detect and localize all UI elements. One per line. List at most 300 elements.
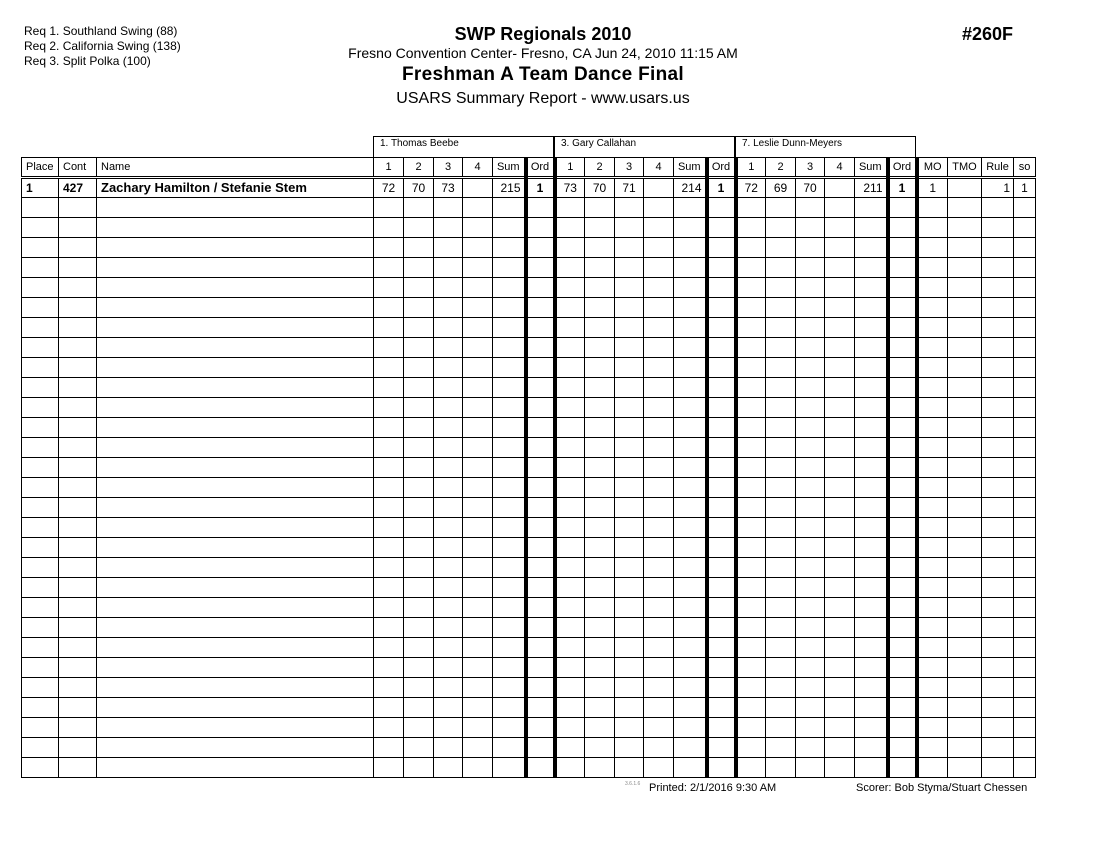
empty-cell (888, 598, 917, 618)
empty-cell (736, 678, 766, 698)
empty-cell (615, 378, 644, 398)
empty-cell (59, 678, 97, 698)
empty-cell (644, 438, 674, 458)
empty-cell (374, 578, 404, 598)
empty-cell (825, 378, 855, 398)
empty-cell (888, 278, 917, 298)
table-header-row (22, 158, 1036, 178)
empty-cell (97, 698, 374, 718)
empty-cell (22, 198, 59, 218)
empty-cell (404, 278, 434, 298)
empty-cell (917, 218, 948, 238)
empty-cell (796, 718, 825, 738)
empty-cell (707, 198, 736, 218)
empty-cell (644, 218, 674, 238)
empty-cell (404, 618, 434, 638)
empty-cell (736, 578, 766, 598)
empty-cell (493, 678, 526, 698)
empty-cell (59, 518, 97, 538)
empty-cell (917, 638, 948, 658)
empty-cell (917, 678, 948, 698)
empty-cell (674, 658, 707, 678)
empty-cell (1014, 238, 1036, 258)
empty-cell (22, 418, 59, 438)
empty-cell (463, 218, 493, 238)
empty-cell (493, 578, 526, 598)
empty-cell (888, 298, 917, 318)
requirement-item: Req 3. Split Polka (100) (24, 54, 151, 68)
empty-cell (825, 418, 855, 438)
empty-cell (555, 378, 585, 398)
empty-cell (855, 458, 888, 478)
empty-cell (855, 618, 888, 638)
empty-cell (888, 338, 917, 358)
empty-cell (526, 358, 555, 378)
empty-cell (526, 478, 555, 498)
empty-cell (948, 738, 982, 758)
empty-cell (615, 578, 644, 598)
empty-cell (796, 398, 825, 418)
empty-cell (674, 558, 707, 578)
empty-cell (434, 758, 463, 778)
empty-cell (374, 198, 404, 218)
empty-cell (526, 618, 555, 638)
empty-cell (374, 598, 404, 618)
empty-cell (463, 478, 493, 498)
empty-cell (1014, 578, 1036, 598)
empty-table-row (22, 758, 1036, 778)
empty-cell (555, 278, 585, 298)
empty-cell (982, 518, 1014, 538)
empty-cell (766, 738, 796, 758)
empty-cell (493, 738, 526, 758)
empty-cell (825, 738, 855, 758)
empty-cell (493, 658, 526, 678)
judge-header-1: 1. Thomas Beebe (373, 136, 554, 158)
empty-cell (982, 438, 1014, 458)
empty-cell (374, 718, 404, 738)
empty-cell (888, 398, 917, 418)
empty-cell (982, 378, 1014, 398)
j1-s3-cell: 73 (434, 178, 463, 198)
empty-cell (674, 718, 707, 738)
empty-cell (888, 738, 917, 758)
empty-cell (948, 418, 982, 438)
empty-cell (404, 378, 434, 398)
empty-cell (463, 638, 493, 658)
empty-cell (434, 658, 463, 678)
empty-cell (766, 458, 796, 478)
empty-cell (555, 558, 585, 578)
empty-cell (707, 618, 736, 638)
empty-cell (615, 718, 644, 738)
empty-cell (555, 318, 585, 338)
empty-cell (493, 318, 526, 338)
empty-cell (796, 438, 825, 458)
empty-table-row (22, 238, 1036, 258)
empty-cell (493, 398, 526, 418)
empty-cell (374, 698, 404, 718)
empty-cell (97, 558, 374, 578)
empty-cell (493, 298, 526, 318)
empty-cell (434, 198, 463, 218)
empty-cell (374, 618, 404, 638)
empty-cell (526, 218, 555, 238)
empty-cell (615, 698, 644, 718)
empty-cell (22, 698, 59, 718)
empty-cell (917, 278, 948, 298)
empty-cell (855, 198, 888, 218)
empty-cell (59, 478, 97, 498)
empty-cell (493, 198, 526, 218)
event-title: Freshman A Team Dance Final (402, 64, 684, 85)
empty-cell (526, 378, 555, 398)
empty-cell (766, 678, 796, 698)
empty-cell (615, 418, 644, 438)
empty-cell (615, 638, 644, 658)
empty-cell (982, 198, 1014, 218)
empty-cell (888, 698, 917, 718)
empty-cell (982, 698, 1014, 718)
empty-cell (674, 698, 707, 718)
empty-cell (796, 698, 825, 718)
empty-cell (982, 478, 1014, 498)
name-cell: Zachary Hamilton / Stefanie Stem (97, 178, 374, 198)
empty-cell (585, 518, 615, 538)
empty-cell (585, 198, 615, 218)
empty-cell (585, 678, 615, 698)
empty-table-row (22, 198, 1036, 218)
empty-cell (615, 438, 644, 458)
empty-cell (374, 458, 404, 478)
empty-cell (982, 598, 1014, 618)
col-place: Place (22, 158, 59, 178)
empty-cell (917, 378, 948, 398)
empty-cell (674, 538, 707, 558)
empty-cell (585, 418, 615, 438)
j2-s4-cell (644, 178, 674, 198)
empty-cell (374, 398, 404, 418)
empty-cell (674, 418, 707, 438)
empty-cell (948, 618, 982, 638)
empty-cell (434, 258, 463, 278)
empty-cell (855, 638, 888, 658)
j2-sum-cell: 214 (674, 178, 707, 198)
empty-cell (855, 278, 888, 298)
empty-cell (644, 318, 674, 338)
empty-cell (22, 498, 59, 518)
empty-cell (22, 358, 59, 378)
empty-cell (982, 678, 1014, 698)
empty-cell (585, 398, 615, 418)
empty-cell (707, 678, 736, 698)
empty-table-row (22, 518, 1036, 538)
empty-cell (674, 618, 707, 638)
j3-sum-cell: 211 (855, 178, 888, 198)
empty-cell (1014, 318, 1036, 338)
empty-cell (982, 498, 1014, 518)
judge-header-2: 3. Gary Callahan (554, 136, 735, 158)
empty-cell (97, 218, 374, 238)
empty-cell (707, 218, 736, 238)
empty-cell (707, 458, 736, 478)
empty-cell (888, 578, 917, 598)
empty-cell (404, 738, 434, 758)
empty-cell (555, 618, 585, 638)
empty-cell (585, 638, 615, 658)
empty-cell (982, 318, 1014, 338)
empty-cell (917, 458, 948, 478)
empty-cell (796, 378, 825, 398)
empty-cell (404, 258, 434, 278)
empty-cell (97, 238, 374, 258)
empty-cell (97, 738, 374, 758)
empty-cell (493, 598, 526, 618)
empty-cell (982, 658, 1014, 678)
empty-cell (825, 338, 855, 358)
empty-cell (404, 458, 434, 478)
empty-cell (917, 238, 948, 258)
empty-cell (22, 478, 59, 498)
j1-s1-cell: 72 (374, 178, 404, 198)
empty-cell (825, 298, 855, 318)
empty-cell (736, 198, 766, 218)
empty-cell (22, 238, 59, 258)
empty-cell (644, 298, 674, 318)
empty-cell (674, 278, 707, 298)
empty-cell (434, 238, 463, 258)
empty-cell (463, 318, 493, 338)
empty-cell (434, 358, 463, 378)
empty-cell (888, 418, 917, 438)
empty-cell (555, 298, 585, 318)
empty-cell (463, 718, 493, 738)
empty-cell (644, 418, 674, 438)
empty-cell (766, 698, 796, 718)
empty-cell (948, 578, 982, 598)
empty-cell (855, 378, 888, 398)
j2-s3-cell: 71 (615, 178, 644, 198)
empty-cell (493, 698, 526, 718)
empty-cell (674, 258, 707, 278)
empty-cell (917, 618, 948, 638)
empty-cell (796, 198, 825, 218)
empty-cell (615, 278, 644, 298)
empty-cell (97, 198, 374, 218)
empty-cell (97, 498, 374, 518)
empty-cell (59, 458, 97, 478)
empty-cell (1014, 358, 1036, 378)
empty-cell (1014, 458, 1036, 478)
empty-cell (404, 478, 434, 498)
empty-cell (674, 198, 707, 218)
empty-cell (644, 618, 674, 638)
empty-cell (855, 318, 888, 338)
empty-table-row (22, 218, 1036, 238)
empty-cell (493, 518, 526, 538)
empty-cell (948, 698, 982, 718)
empty-cell (97, 358, 374, 378)
empty-cell (526, 458, 555, 478)
empty-cell (948, 758, 982, 778)
so-cell: 1 (1014, 178, 1036, 198)
empty-cell (1014, 378, 1036, 398)
empty-cell (585, 618, 615, 638)
col-j3-s4: 4 (825, 158, 855, 178)
empty-cell (493, 558, 526, 578)
empty-cell (434, 498, 463, 518)
empty-cell (463, 558, 493, 578)
empty-cell (526, 338, 555, 358)
empty-cell (736, 458, 766, 478)
empty-cell (434, 698, 463, 718)
col-j1-s2: 2 (404, 158, 434, 178)
empty-cell (796, 358, 825, 378)
empty-cell (1014, 618, 1036, 638)
empty-cell (59, 338, 97, 358)
empty-cell (736, 238, 766, 258)
report-title: USARS Summary Report - www.usars.us (396, 90, 690, 107)
empty-cell (585, 298, 615, 318)
empty-cell (707, 398, 736, 418)
empty-cell (917, 478, 948, 498)
empty-cell (674, 238, 707, 258)
empty-cell (22, 598, 59, 618)
empty-cell (493, 338, 526, 358)
empty-cell (855, 238, 888, 258)
col-j2-s1: 1 (555, 158, 585, 178)
empty-cell (97, 658, 374, 678)
empty-cell (1014, 298, 1036, 318)
empty-cell (917, 698, 948, 718)
empty-cell (493, 258, 526, 278)
empty-cell (796, 618, 825, 638)
empty-cell (1014, 518, 1036, 538)
empty-cell (736, 218, 766, 238)
empty-cell (434, 378, 463, 398)
col-j1-s3: 3 (434, 158, 463, 178)
empty-table-row (22, 558, 1036, 578)
empty-cell (948, 558, 982, 578)
empty-cell (404, 578, 434, 598)
empty-cell (555, 358, 585, 378)
j3-ord-cell: 1 (888, 178, 917, 198)
empty-cell (707, 258, 736, 278)
empty-cell (434, 458, 463, 478)
empty-cell (644, 378, 674, 398)
empty-cell (982, 558, 1014, 578)
empty-cell (1014, 678, 1036, 698)
empty-cell (555, 738, 585, 758)
empty-cell (766, 518, 796, 538)
col-j1-s4: 4 (463, 158, 493, 178)
empty-cell (59, 698, 97, 718)
empty-cell (463, 258, 493, 278)
empty-cell (736, 558, 766, 578)
empty-cell (555, 478, 585, 498)
empty-cell (766, 718, 796, 738)
empty-cell (493, 618, 526, 638)
empty-cell (585, 378, 615, 398)
empty-cell (1014, 738, 1036, 758)
empty-cell (374, 358, 404, 378)
empty-cell (404, 318, 434, 338)
empty-cell (22, 438, 59, 458)
empty-cell (493, 378, 526, 398)
empty-table-row (22, 578, 1036, 598)
empty-cell (1014, 558, 1036, 578)
empty-cell (555, 458, 585, 478)
empty-cell (766, 418, 796, 438)
empty-cell (1014, 398, 1036, 418)
empty-cell (917, 438, 948, 458)
empty-cell (434, 518, 463, 538)
empty-cell (982, 298, 1014, 318)
col-j1-sum: Sum (493, 158, 526, 178)
empty-cell (736, 338, 766, 358)
empty-cell (855, 598, 888, 618)
empty-cell (463, 578, 493, 598)
empty-cell (22, 658, 59, 678)
empty-cell (644, 338, 674, 358)
empty-cell (615, 398, 644, 418)
empty-cell (555, 658, 585, 678)
empty-cell (736, 658, 766, 678)
empty-cell (917, 598, 948, 618)
empty-cell (796, 298, 825, 318)
empty-table-row (22, 638, 1036, 658)
empty-cell (404, 718, 434, 738)
empty-cell (97, 478, 374, 498)
col-so: so (1014, 158, 1036, 178)
empty-cell (917, 578, 948, 598)
empty-cell (585, 258, 615, 278)
empty-cell (404, 398, 434, 418)
empty-cell (736, 718, 766, 738)
empty-cell (59, 618, 97, 638)
empty-cell (766, 198, 796, 218)
empty-cell (644, 458, 674, 478)
empty-cell (585, 538, 615, 558)
empty-cell (555, 578, 585, 598)
empty-cell (948, 498, 982, 518)
j2-ord-cell: 1 (707, 178, 736, 198)
empty-cell (825, 758, 855, 778)
empty-cell (404, 758, 434, 778)
empty-cell (526, 318, 555, 338)
empty-cell (917, 758, 948, 778)
empty-cell (766, 638, 796, 658)
empty-cell (1014, 658, 1036, 678)
empty-cell (374, 218, 404, 238)
empty-cell (404, 658, 434, 678)
empty-cell (855, 758, 888, 778)
empty-cell (825, 478, 855, 498)
empty-cell (796, 518, 825, 538)
empty-cell (736, 438, 766, 458)
empty-cell (982, 218, 1014, 238)
empty-cell (707, 378, 736, 398)
empty-cell (674, 518, 707, 538)
col-rule: Rule (982, 158, 1014, 178)
empty-cell (585, 758, 615, 778)
empty-cell (707, 718, 736, 738)
empty-cell (736, 378, 766, 398)
competition-title: SWP Regionals 2010 (454, 24, 632, 44)
empty-cell (982, 398, 1014, 418)
empty-cell (585, 358, 615, 378)
empty-cell (463, 278, 493, 298)
